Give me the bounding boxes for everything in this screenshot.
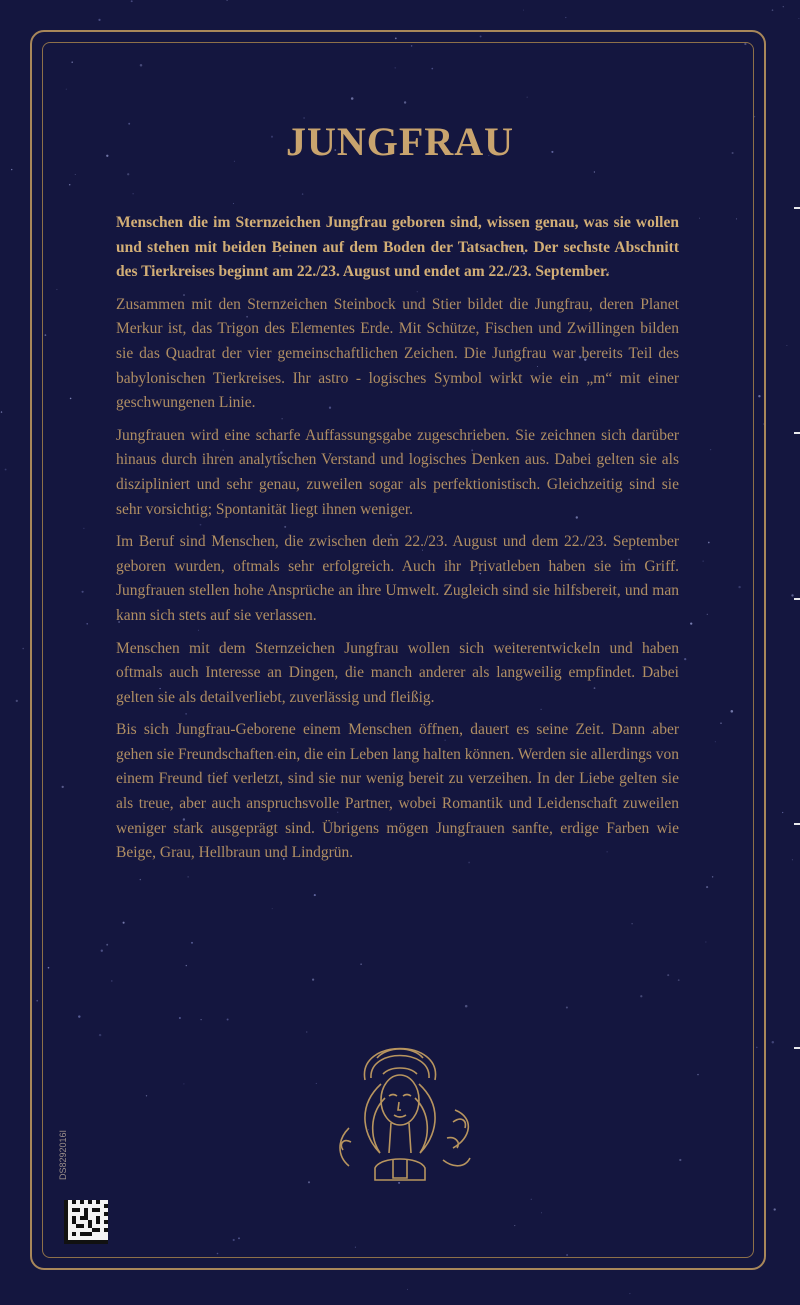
star-dot	[523, 10, 524, 11]
edge-mark	[794, 598, 800, 600]
star-dot	[774, 1208, 776, 1210]
star-dot	[772, 9, 774, 11]
star-dot	[629, 1293, 630, 1294]
star-dot	[16, 700, 18, 702]
star-dot	[565, 17, 566, 18]
star-dot	[98, 19, 100, 21]
edge-mark	[794, 823, 800, 825]
description-text	[116, 211, 679, 874]
paragraph-career: Im Beruf sind Menschen, die zwischen dem 22./23. August und dem 22./23. September geboren wurden, oftmals sehr erfolgreich. Auch ihr Privatleben haben sie im Griff. Jungfrauen stellen hohe Ansprüche an ihre Umwelt. Zugleich sind sie hilfsbereit, und man kann sich stets auf sie verlassen.	[116, 533, 679, 624]
paragraph-relationships: Bis sich Jungfrau-Geborene einem Menschen öffnen, dauert es seine Zeit. Dann aber gehen sie Freundschaften ein, die ein Leben lang halten können. Werden sie allerdings von einem Freund tief verletzt, sind sie nur wenig bereit zu verzeihen. In der Liebe gelten sie als treue, aber auch anspruchsvolle Partner, wobei Romantik und Leidenschaft zuweilen weniger stark ausgeprägt sind. Übrigens mögen Jungfrauen sanfte, erdige Farben wie Beige, Grau, Hellbraun und Lindgrün.	[116, 721, 679, 862]
star-dot	[11, 169, 12, 170]
star-dot	[1, 411, 2, 412]
data-matrix-code	[64, 1200, 108, 1244]
paragraph-interests: Menschen mit dem Sternzeichen Jungfrau wollen sich weiterentwickeln und haben oftmals auch Interesse an Dingen, die manch anderer als langweilig empfindet. Dabei gelten sie als detailverliebt, zuverlässig und fleißig.	[116, 639, 679, 706]
star-dot	[782, 812, 783, 813]
star-dot	[226, 0, 228, 1]
star-dot	[792, 859, 793, 860]
star-dot	[783, 6, 784, 7]
paragraph-character: Jungfrauen wird eine scharfe Auffassungsgabe zugeschrieben. Sie zeichnen sich darüber hinaus durch ihren analytischen Verstand und logisches Denken aus. Dabei gelten sie als diszipliniert und sehr genau, zuweilen sogar als perfektionistisch. Gleichzeitig sind sie sehr vorsichtig; Spontanität liegt ihnen weniger.	[116, 426, 679, 518]
star-dot	[798, 18, 799, 19]
star-dot	[5, 469, 7, 471]
star-dot	[131, 0, 133, 2]
star-dot	[772, 1041, 774, 1043]
product-code: DS8292016I	[58, 1130, 68, 1181]
star-dot	[22, 648, 24, 650]
edge-mark	[794, 432, 800, 434]
star-dot	[786, 345, 787, 346]
edge-mark	[794, 1047, 800, 1049]
star-dot	[407, 1289, 408, 1290]
star-dot	[791, 594, 793, 596]
paragraph-elements: Zusammen mit den Sternzeichen Steinbock und Stier bildet die Jungfrau, deren Planet Merkur ist, das Trigon des Elementes Erde. Mit Schütze, Fischen und Zwillingen bilden sie das Quadrat der vier gemeinschaftlichen Zeichen. Die Jungfrau war bereits Teil des babylonischen Tierkreises. Ihr astro - logisches Symbol wirkt wie ein „m“ mit einer geschwungenen Linie.	[116, 295, 679, 412]
virgo-woman-emblem-icon	[325, 1018, 475, 1194]
page-title: JUNGFRAU	[286, 119, 514, 164]
edge-mark	[794, 207, 800, 209]
intro-paragraph: Menschen die im Sternzeichen Jungfrau geboren sind, wissen genau, was sie wollen und stehen mit beiden Beinen auf dem Boden der Tatsachen. Der sechste Abschnitt des Tierkreises beginnt am 22./23. August und endet am 22./23. September.	[116, 214, 679, 281]
